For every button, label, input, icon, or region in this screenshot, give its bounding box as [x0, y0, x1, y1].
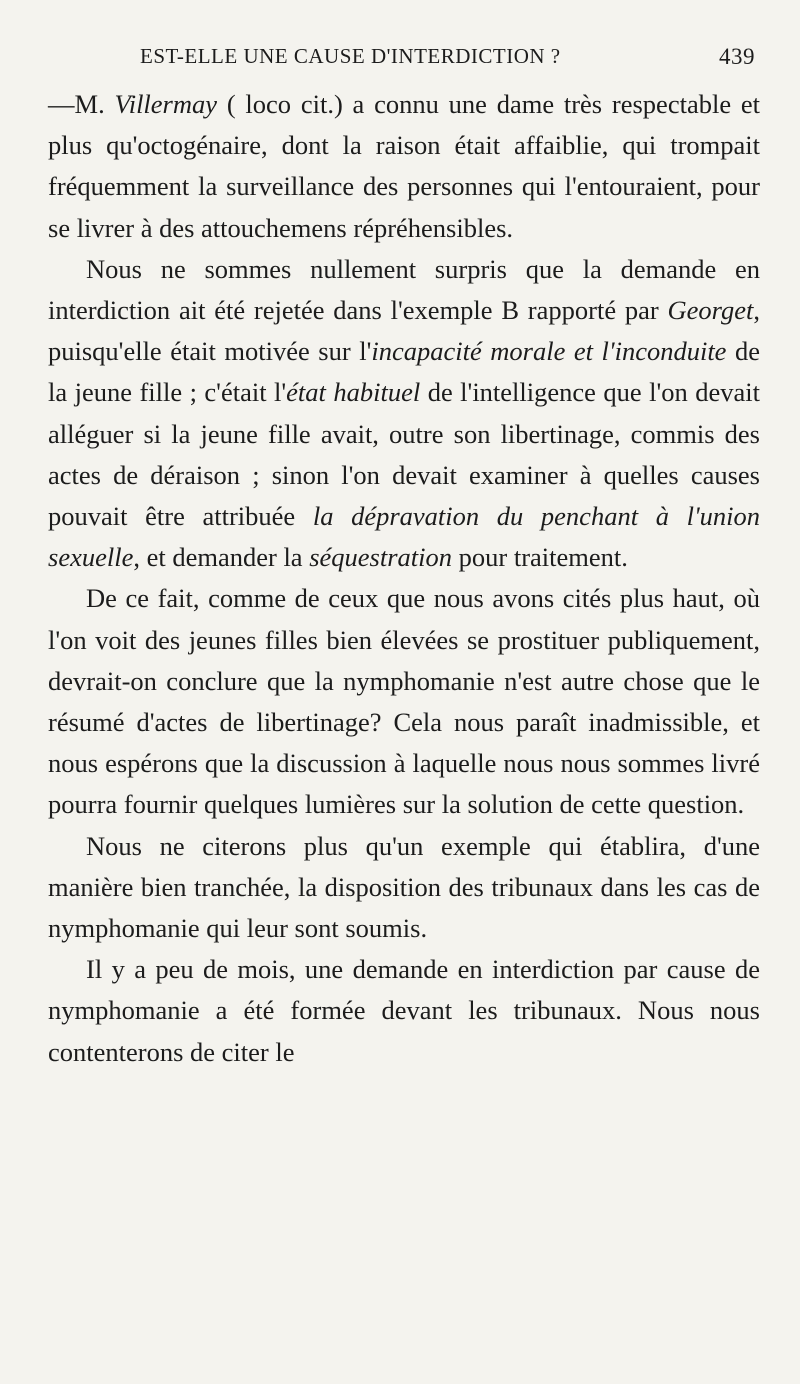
text-segment: , puisqu'elle était motivée sur l'	[48, 295, 760, 367]
text-segment: de l'intelligence que l'on devait alléguer si la jeune fille avait, outre son libertinage, commis des actes de déraison ; sinon l'on devait examiner à quelles causes pouvait être attribuée	[48, 377, 760, 532]
text-segment: Nous ne citerons plus qu'un exemple qui établira, d'une manière bien tranchée, la disposition des tribunaux dans les cas de nymphomanie qui leur sont soumis.	[48, 830, 760, 944]
text-segment: pour traitement.	[452, 542, 628, 573]
italic-segment: séquestration	[309, 542, 453, 573]
italic-segment: Georget	[667, 295, 754, 326]
italic-segment: la dépravation du penchant à l'union sexuelle	[48, 501, 760, 573]
text-segment: ( loco cit.) a connu une dame très respectable et plus qu'octogénaire, dont la raison était affaiblie, qui trompait fréquemment la surveillance des personnes qui l'entouraient, pour se livrer à des attouchemens répréhensibles.	[48, 89, 760, 243]
text-segment: Il y a peu de mois, une demande en interdiction par cause de nymphomanie a été formée devant les tribunaux. Nous nous contenterons de citer le	[48, 954, 760, 1067]
paragraph-libertinage-question	[48, 578, 760, 825]
text-segment: , et demander la	[133, 542, 310, 573]
running-title: EST-ELLE UNE CAUSE D'INTERDICTION ?	[140, 44, 561, 68]
paragraph-recent-case	[48, 949, 760, 1073]
italic-segment: incapacité morale et l'inconduite	[371, 336, 727, 367]
paragraph-tribunal-disposition	[48, 826, 760, 950]
text-segment: —M.	[48, 89, 115, 119]
paragraph-villermay	[48, 84, 760, 249]
text-segment: de la jeune fille ; c'était l'	[48, 336, 761, 408]
text-segment: De ce fait, comme de ceux que nous avons cités plus haut, où l'on voit des jeunes filles bien élevées se prostituer publiquement, devrait-on conclure que la nymphomanie n'est autre chose que le résumé d'actes de libertinage? Cela nous paraît inadmissible, et nous espérons que la discussion à laquelle nous nous sommes livré pourra fournir quelques lumières sur la solution de cette question.	[48, 583, 760, 820]
italic-segment: Villermay	[114, 89, 218, 119]
page-header	[140, 44, 755, 74]
body-text	[48, 84, 760, 1073]
italic-segment: état habituel	[286, 377, 421, 408]
paragraph-georget-example	[48, 249, 760, 579]
text-segment: Nous ne sommes nullement surpris que la demande en interdiction ait été rejetée dans l'exemple B rapporté par	[48, 253, 760, 326]
page-number: 439	[719, 44, 755, 69]
